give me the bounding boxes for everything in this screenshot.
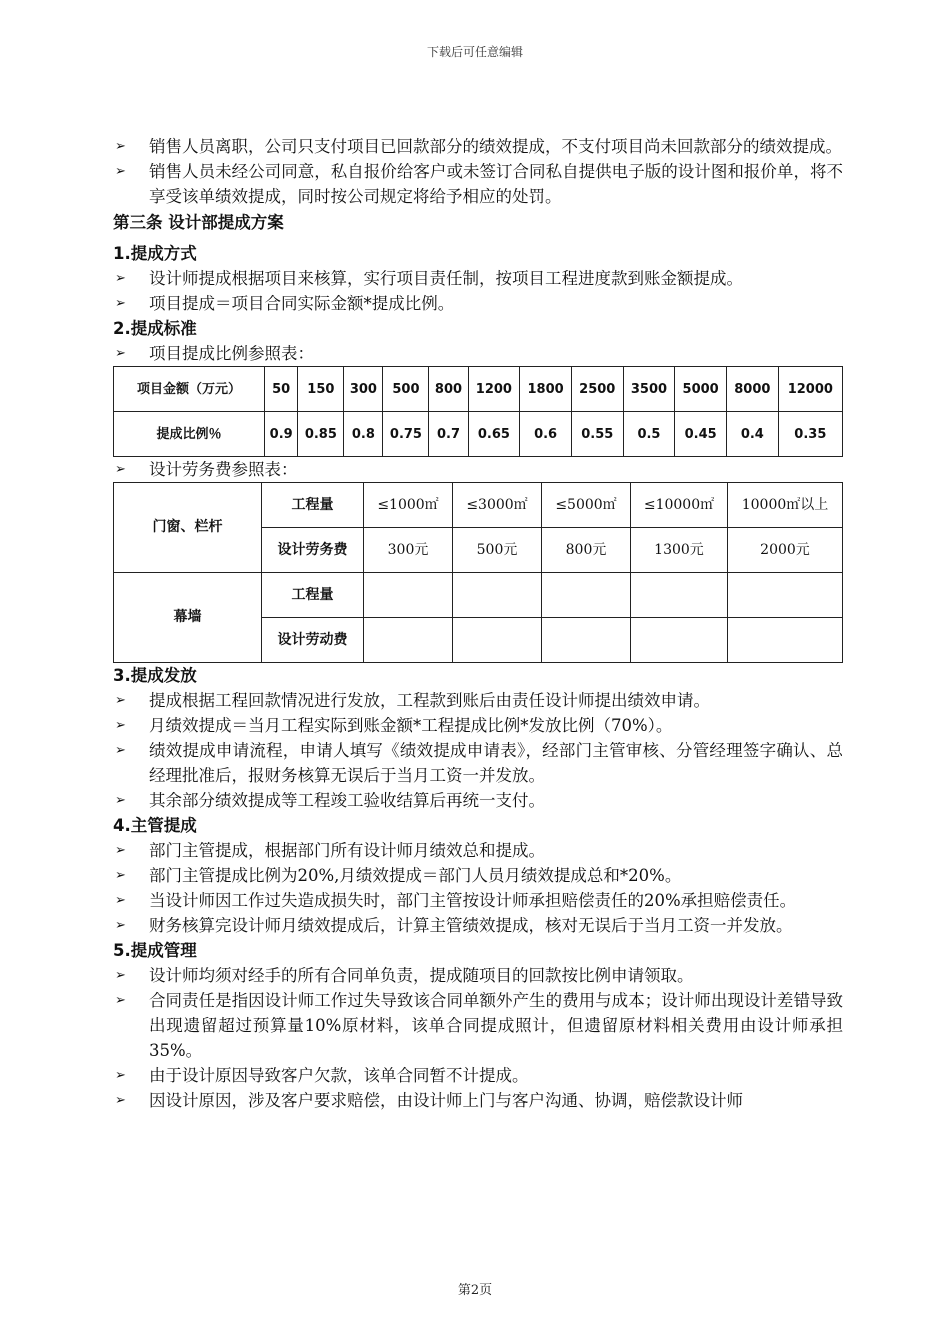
list-item — [113, 1063, 843, 1088]
table-cell: 1200 — [468, 367, 520, 412]
page-header: 下载后可任意编辑 — [426, 45, 523, 59]
table-cell: 0.85 — [298, 412, 344, 457]
table-cell — [453, 573, 542, 618]
list-item — [113, 863, 843, 888]
table-cell: 50 — [265, 367, 298, 412]
section-heading: 3.提成发放 — [113, 666, 197, 685]
table-cell: 幕墙 — [114, 573, 262, 663]
arrow-bullet-icon: ➢ — [115, 271, 126, 286]
table-cell — [364, 573, 453, 618]
arrow-bullet-icon: ➢ — [115, 743, 126, 758]
list-item-text: 部门主管提成比例为20%,月绩效提成＝部门人员月绩效提成总和*20%。 — [149, 866, 682, 885]
table-cell: 800元 — [542, 528, 631, 573]
arrow-bullet-icon: ➢ — [115, 1068, 126, 1083]
list-item-text: 项目提成比例参照表： — [149, 344, 314, 363]
list-item — [113, 888, 843, 913]
list-item — [113, 713, 843, 738]
list-item-text: 销售人员未经公司同意，私自报价给客户或未签订合同私自提供电子版的设计图和报价单，将不享受该单绩效提成，同时按公司规定将给予相应的处罚。 — [149, 162, 843, 206]
arrow-bullet-icon: ➢ — [115, 296, 126, 311]
list-item-text: 合同责任是指因设计师工作过失导致该合同单额外产生的费用与成本；设计师出现设计差错导致出现遗留超过预算量10%原材料，该单合同提成照计，但遗留原材料相关费用由设计师承担35%。 — [149, 991, 843, 1060]
arrow-bullet-icon: ➢ — [115, 346, 126, 361]
table-cell: ≤5000㎡ — [542, 483, 631, 528]
table-cell: 12000 — [778, 367, 842, 412]
list-item-text: 由于设计原因导致客户欠款，该单合同暂不计提成。 — [149, 1066, 529, 1085]
table-cell: 0.65 — [468, 412, 520, 457]
table-cell: 8000 — [726, 367, 778, 412]
table-cell: ≤3000㎡ — [453, 483, 542, 528]
list-item — [113, 457, 843, 482]
arrow-bullet-icon: ➢ — [115, 139, 126, 154]
arrow-bullet-icon: ➢ — [115, 868, 126, 883]
list-item-text: 项目提成＝项目合同实际金额*提成比例。 — [149, 294, 455, 313]
table-cell — [631, 618, 728, 663]
list-item-text: 设计师提成根据项目来核算，实行项目责任制，按项目工程进度款到账金额提成。 — [149, 269, 743, 288]
list-item — [113, 266, 843, 291]
table-row — [114, 412, 843, 457]
list-item-text: 销售人员离职，公司只支付项目已回款部分的绩效提成，不支付项目尚未回款部分的绩效提成。 — [149, 137, 842, 156]
list-item — [113, 988, 843, 1063]
section-heading: 5.提成管理 — [113, 941, 197, 960]
section-heading: 2.提成标准 — [113, 319, 197, 338]
table-cell: 800 — [429, 367, 468, 412]
table-cell: 3500 — [623, 367, 675, 412]
table-cell: 工程量 — [262, 483, 364, 528]
commission-ratio-table — [113, 366, 843, 457]
design-fee-table — [113, 482, 843, 663]
list-item — [113, 159, 843, 209]
table-cell: 工程量 — [262, 573, 364, 618]
section-heading: 4.主管提成 — [113, 816, 197, 835]
table-cell: ≤10000㎡ — [631, 483, 728, 528]
table-cell: 0.75 — [383, 412, 429, 457]
arrow-bullet-icon: ➢ — [115, 993, 126, 1008]
table-row — [114, 573, 843, 618]
list-item-text: 当设计师因工作过失造成损失时，部门主管按设计师承担赔偿责任的20%承担赔偿责任。 — [149, 891, 797, 910]
list-item — [113, 134, 843, 159]
table-cell: 10000㎡以上 — [728, 483, 843, 528]
section-heading: 1.提成方式 — [113, 244, 197, 263]
arrow-bullet-icon: ➢ — [115, 718, 126, 733]
table-cell — [364, 618, 453, 663]
table-cell — [542, 573, 631, 618]
list-item-text: 设计师均须对经手的所有合同单负责，提成随项目的回款按比例申请领取。 — [149, 966, 694, 985]
table-cell: 0.7 — [429, 412, 468, 457]
list-item — [113, 1088, 843, 1113]
table-cell: 设计劳动费 — [262, 618, 364, 663]
arrow-bullet-icon: ➢ — [115, 843, 126, 858]
table-cell — [728, 573, 843, 618]
table-cell: 0.9 — [265, 412, 298, 457]
list-item-text: 因设计原因，涉及客户要求赔偿，由设计师上门与客户沟通、协调，赔偿款设计师 — [149, 1091, 743, 1110]
table-cell: 提成比例％ — [114, 412, 265, 457]
table-cell: 0.6 — [520, 412, 572, 457]
arrow-bullet-icon: ➢ — [115, 693, 126, 708]
list-item — [113, 838, 843, 863]
list-item — [113, 913, 843, 938]
arrow-bullet-icon: ➢ — [115, 462, 126, 477]
list-item — [113, 788, 843, 813]
list-item — [113, 688, 843, 713]
list-item-text: 财务核算完设计师月绩效提成后，计算主管绩效提成，核对无误后于当月工资一并发放。 — [149, 916, 793, 935]
table-cell: 1800 — [520, 367, 572, 412]
table-cell: 0.45 — [675, 412, 727, 457]
table-cell: 300 — [344, 367, 383, 412]
list-item-text: 部门主管提成，根据部门所有设计师月绩效总和提成。 — [149, 841, 545, 860]
table-cell: 2000元 — [728, 528, 843, 573]
list-item-text: 提成根据工程回款情况进行发放，工程款到账后由责任设计师提出绩效申请。 — [149, 691, 710, 710]
table-cell — [631, 573, 728, 618]
page-number: 第2页 — [457, 1283, 493, 1298]
table-cell: 300元 — [364, 528, 453, 573]
table-cell — [453, 618, 542, 663]
table-cell: 0.5 — [623, 412, 675, 457]
arrow-bullet-icon: ➢ — [115, 1093, 126, 1108]
list-item-text: 绩效提成申请流程，申请人填写《绩效提成申请表》，经部门主管审核、分管经理签字确认、总经理批准后，报财务核算无误后于当月工资一并发放。 — [149, 741, 843, 785]
list-item — [113, 963, 843, 988]
list-item — [113, 738, 843, 788]
table-cell: 0.35 — [778, 412, 842, 457]
table-cell: 5000 — [675, 367, 727, 412]
list-item-text: 月绩效提成＝当月工程实际到账金额*工程提成比例*发放比例（70%）。 — [149, 716, 673, 735]
table-cell: 门窗、栏杆 — [114, 483, 262, 573]
list-item — [113, 341, 843, 366]
table-cell — [542, 618, 631, 663]
table-cell: 设计劳务费 — [262, 528, 364, 573]
table-cell: 2500 — [571, 367, 623, 412]
table-cell: 项目金额（万元） — [114, 367, 265, 412]
table-cell: 0.4 — [726, 412, 778, 457]
arrow-bullet-icon: ➢ — [115, 968, 126, 983]
table-cell: 1300元 — [631, 528, 728, 573]
table-cell: 0.55 — [571, 412, 623, 457]
arrow-bullet-icon: ➢ — [115, 918, 126, 933]
table-cell: 150 — [298, 367, 344, 412]
table-cell: 500元 — [453, 528, 542, 573]
list-item-text: 其余部分绩效提成等工程竣工验收结算后再统一支付。 — [149, 791, 545, 810]
table-cell: 500 — [383, 367, 429, 412]
arrow-bullet-icon: ➢ — [115, 893, 126, 908]
article-heading: 第三条 设计部提成方案 — [113, 213, 284, 232]
list-item-text: 设计劳务费参照表： — [149, 460, 298, 479]
table-row — [114, 483, 843, 528]
arrow-bullet-icon: ➢ — [115, 793, 126, 808]
table-cell: ≤1000㎡ — [364, 483, 453, 528]
table-row — [114, 367, 843, 412]
table-cell: 0.8 — [344, 412, 383, 457]
list-item — [113, 291, 843, 316]
document-body — [113, 134, 843, 1113]
table-cell — [728, 618, 843, 663]
arrow-bullet-icon: ➢ — [115, 164, 126, 179]
